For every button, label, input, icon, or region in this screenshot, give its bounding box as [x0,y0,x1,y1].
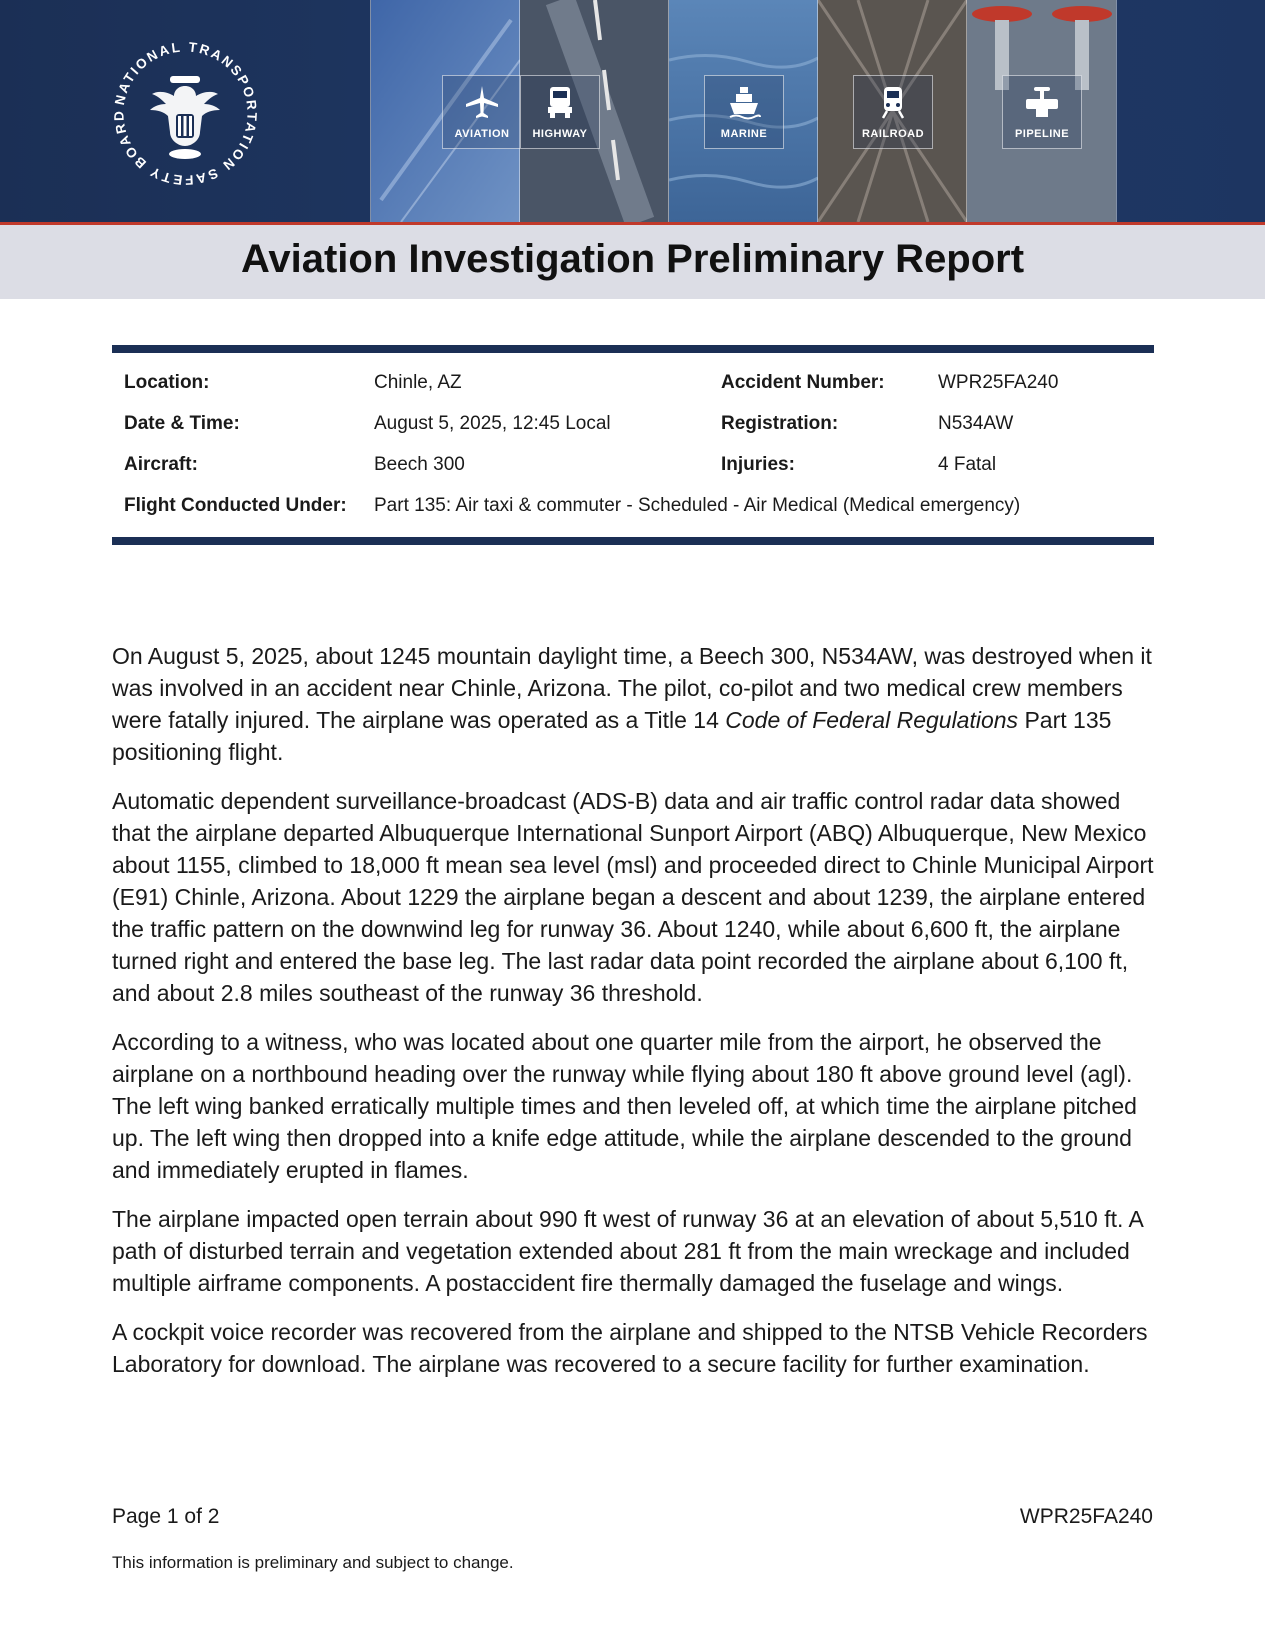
paragraph-5: A cockpit voice recorder was recovered from the airplane and shipped to the NTSB Vehicle Recorders Laboratory for download. The airplane was recovered to a secure facility for further examination. [112,1319,1148,1377]
registration-value: N534AW [938,413,1014,434]
info-top-rule [112,345,1154,353]
mode-label-railroad: RAILROAD [861,128,925,140]
truck-icon [542,84,578,120]
accident-number-value: WPR25FA240 [938,372,1059,393]
accident-number-label: Accident Number: [721,372,885,393]
paragraph-3: According to a witness, who was located about one quarter mile from the airport, he observed the airplane on a northbound heading over the runway while flying about 180 ft above ground level (agl). The left wing banked erratically multiple times and then leveled off, at which time the airplane pitched up. The left wing then dropped into a knife edge attitude, while the airplane descended to the ground and immediately erupted in flames. [112,1029,1137,1183]
flight-conducted-label: Flight Conducted Under: [124,495,347,516]
location-value: Chinle, AZ [374,372,462,393]
registration-label: Registration: [721,413,839,434]
header-banner [0,0,1265,224]
tile-marine [668,0,818,222]
location-label: Location: [124,372,210,393]
tile-pipeline [966,0,1117,222]
footer-accident-number: WPR25FA240 [1019,1505,1153,1528]
report-narrative [112,640,1158,1397]
railroad-icon-box [853,75,933,149]
pipeline-icon-box [1002,75,1082,149]
accident-info-table [124,372,1144,536]
page-number: Page 1 of 2 [112,1505,220,1528]
paragraph-4: The airplane impacted open terrain about 990 ft west of runway 36 at an elevation of about 5,510 ft. A path of disturbed terrain and vegetation extended about 281 ft from the main wreckage and included multiple airframe components. A postaccident fire thermally damaged the fuselage and wings. [112,1206,1143,1296]
transport-mode-tiles [370,0,1117,222]
tile-highway [519,0,669,222]
mode-label-highway: HIGHWAY [532,128,588,140]
aviation-icon-box [442,75,520,149]
info-bottom-rule [112,537,1154,545]
mode-label-aviation: AVIATION [454,128,510,140]
svg-text:NATIONAL TRANSPORTATION SAFETY: NATIONAL TRANSPORTATION SAFETY BOARD [111,39,260,188]
ntsb-seal-logo [108,36,263,191]
injuries-label: Injuries: [721,454,795,475]
aircraft-label: Aircraft: [124,454,198,475]
mode-label-marine: MARINE [720,128,768,140]
title-bar [0,225,1265,299]
info-row-datetime [124,413,1144,454]
valve-icon [1024,84,1060,120]
flight-conducted-value: Part 135: Air taxi & commuter - Scheduled - Air Medical (Medical emergency) [374,495,1021,516]
aircraft-value: Beech 300 [374,454,465,475]
airplane-icon [464,84,500,120]
injuries-value: 4 Fatal [938,454,997,475]
paragraph-2: Automatic dependent surveillance-broadcast (ADS-B) data and air traffic control radar data showed that the airplane departed Albuquerque International Sunport Airport (ABQ) Albuquerque, New Mexico about 1155, climbed to 18,000 ft mean sea level (msl) and proceeded direct to Chinle Municipal Airport (E91) Chinle, Arizona. About 1229 the airplane began a descent and about 1239, the airplane entered the traffic pattern on the downwind leg for runway 36. About 1240, while about 6,600 ft, the airplane turned right and entered the base leg. The last radar data point recorded the airplane about 6,100 ft, and about 2.8 miles southeast of the runway 36 threshold. [112,788,1154,1006]
info-row-location [124,372,1144,413]
train-icon [875,84,911,120]
info-row-aircraft [124,454,1144,495]
mode-label-pipeline: PIPELINE [1014,128,1070,140]
tile-aviation [370,0,520,222]
highway-icon-box [520,75,600,149]
datetime-value: August 5, 2025, 12:45 Local [374,413,611,434]
report-title: Aviation Investigation Preliminary Report [240,237,1025,281]
preliminary-disclaimer: This information is preliminary and subject to change. [112,1553,514,1572]
ship-icon [726,84,762,120]
datetime-label: Date & Time: [124,413,240,434]
paragraph-1 [112,640,1158,768]
tile-railroad [817,0,967,222]
info-row-flight [124,495,1144,536]
paragraph-1-text-a: On August 5, 2025, about 1245 mountain daylight time, a Beech 300, N534AW, was destroyed when it was involved in an accident near Chinle, Arizona. The pilot, co-pilot and two medical crew members were fatally injured. The airplane was operated as a Title 14 [112,643,1152,733]
paragraph-1-text-b: Part 135 positioning flight. [112,707,1112,765]
paragraph-1-italic: Code of Federal Regulations [725,707,1019,733]
marine-icon-box [704,75,784,149]
